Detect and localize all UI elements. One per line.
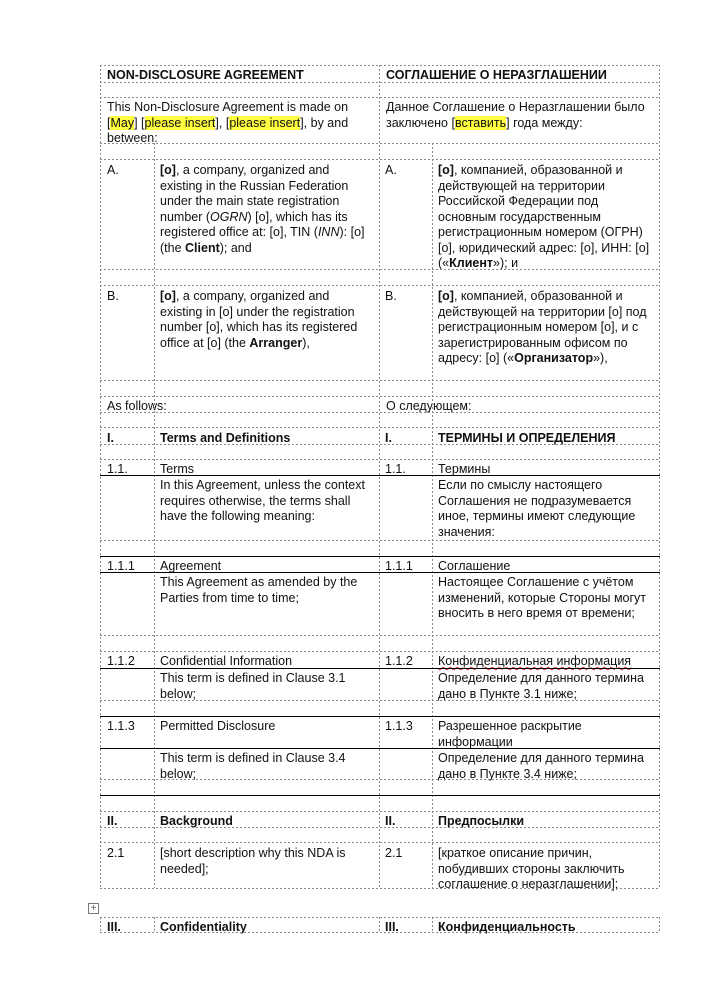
- party-a-row: [101, 160, 659, 274]
- agreement-desc-en[interactable]: This Agreement as amended by the Parties from time to time;: [160, 575, 358, 605]
- highlight-may: May: [110, 115, 135, 130]
- background-num-en: 2.1: [107, 846, 125, 860]
- background-row: [101, 843, 659, 895]
- section-3-num-ru: III.: [385, 920, 399, 934]
- section-3-title-en[interactable]: Confidentiality: [160, 920, 247, 934]
- permitted-ru[interactable]: Разрешенное раскрытие информации: [438, 719, 582, 749]
- permitted-desc-row: [101, 748, 659, 784]
- section-3-num-en: III.: [107, 920, 121, 934]
- section-1-title-en[interactable]: Terms and Definitions: [160, 431, 291, 445]
- permitted-desc-ru[interactable]: Определение для данного термина дано в Пункте 3.4 ниже;: [438, 751, 644, 781]
- party-b-num-ru: B.: [385, 289, 397, 303]
- intro-ru[interactable]: Данное Соглашение о Неразглашении было заключено [вставить] года между:: [386, 100, 645, 130]
- section-2-title-ru[interactable]: Предпосылки: [438, 814, 525, 828]
- table-move-handle-icon[interactable]: +: [88, 903, 99, 914]
- title-en: NON-DISCLOSURE AGREEMENT: [107, 68, 304, 82]
- background-en[interactable]: [short description why this NDA is needed];: [160, 846, 346, 876]
- highlight-insert-1: please insert: [144, 115, 216, 130]
- spellcheck-underline: Конфиденциальная информация: [438, 654, 632, 668]
- terms-desc-en[interactable]: In this Agreement, unless the context requires otherwise, the terms shall have the following meaning:: [160, 478, 365, 523]
- highlight-vstavit: вставить: [454, 115, 507, 130]
- background-num-ru: 2.1: [385, 846, 403, 860]
- agreement-desc-ru[interactable]: Настоящее Соглашение с учётом изменений, которые Стороны могут вносить в него время от времени;: [438, 575, 647, 620]
- as-follows-en[interactable]: As follows:: [107, 399, 167, 413]
- section-2-title-en[interactable]: Background: [160, 814, 233, 828]
- agreement-ru[interactable]: Соглашение: [438, 559, 511, 573]
- party-b-ru[interactable]: [o], компанией, образованной и действующей на территории [o] под регистрационным номером [o], и с зарегистрированным офисом по адресу: [o] («Организатор»),: [438, 289, 647, 365]
- section-1-num-en: I.: [107, 431, 114, 445]
- agreement-desc-row: [101, 572, 659, 624]
- background-ru[interactable]: [краткое описание причин, побудивших стороны заключить соглашение о неразглашении];: [438, 846, 625, 891]
- party-b-row: [101, 286, 659, 369]
- header-row: [101, 65, 659, 86]
- section-1-num-ru: I.: [385, 431, 392, 445]
- permitted-num-en: 1.1.3: [107, 719, 135, 733]
- agreement-num-en: 1.1.1: [107, 559, 135, 573]
- section-2-row: [101, 811, 659, 832]
- permitted-desc-en[interactable]: This term is defined in Clause 3.4 below;: [160, 751, 346, 781]
- terms-ru[interactable]: Термины: [438, 462, 491, 476]
- party-a-num-ru: A.: [385, 163, 397, 177]
- confidential-desc-en[interactable]: This term is defined in Clause 3.1 below;: [160, 671, 346, 701]
- section-2-num-en: II.: [107, 814, 118, 828]
- party-a-num-en: A.: [107, 163, 119, 177]
- as-follows-ru[interactable]: О следующем:: [386, 399, 472, 413]
- intro-row: [101, 97, 659, 149]
- section-3-title-ru[interactable]: Конфиденциальность: [438, 920, 576, 934]
- section-1-title-ru[interactable]: ТЕРМИНЫ И ОПРЕДЕЛЕНИЯ: [438, 431, 616, 445]
- title-ru: СОГЛАШЕНИЕ О НЕРАЗГЛАШЕНИИ: [386, 68, 607, 82]
- agreement-en[interactable]: Agreement: [160, 559, 222, 573]
- terms-num-en: 1.1.: [107, 462, 128, 476]
- terms-desc-row: [101, 475, 659, 542]
- confidential-num-ru: 1.1.2: [385, 654, 413, 668]
- permitted-num-ru: 1.1.3: [385, 719, 413, 733]
- party-a-en[interactable]: [o], a company, organized and existing in the Russian Federation under the main state registration number (OGRN) [o], which has its registered office at: [o], TIN (INN): [o] (the Client); and: [160, 163, 365, 255]
- highlight-insert-2: please insert: [229, 115, 301, 130]
- agreement-num-ru: 1.1.1: [385, 559, 413, 573]
- party-b-num-en: B.: [107, 289, 119, 303]
- as-follows-row: [101, 396, 659, 417]
- section-2-num-ru: II.: [385, 814, 396, 828]
- intro-en[interactable]: This Non-Disclosure Agreement is made on [May] [please insert], [please insert], by and between:: [107, 100, 349, 145]
- confidential-desc-ru[interactable]: Определение для данного термина дано в Пункте 3.1 ниже;: [438, 671, 644, 701]
- confidential-desc-row: [101, 668, 659, 704]
- terms-en[interactable]: Terms: [160, 462, 195, 476]
- permitted-en[interactable]: Permitted Disclosure: [160, 719, 276, 733]
- terms-desc-ru[interactable]: Если по смыслу настоящего Соглашения не подразумевается иное, термины имеют следующие значения:: [438, 478, 636, 539]
- section-3-row: [101, 917, 659, 938]
- party-a-ru[interactable]: [o], компанией, образованной и действующей на территории Российской Федерации под основным государственным регистрационным номером (ОГРН) [o], юридический адрес: [o], ИНН: [o] («Клиент»); и: [438, 163, 650, 270]
- confidential-num-en: 1.1.2: [107, 654, 135, 668]
- section-1-row: [101, 428, 659, 449]
- party-b-en[interactable]: [o], a company, organized and existing in [o] under the registration number [o], which has its registered office at [o] (the Arranger),: [160, 289, 358, 350]
- confidential-en[interactable]: Confidential Information: [160, 654, 293, 668]
- permitted-row: [101, 716, 659, 752]
- terms-num-ru: 1.1.: [385, 462, 406, 476]
